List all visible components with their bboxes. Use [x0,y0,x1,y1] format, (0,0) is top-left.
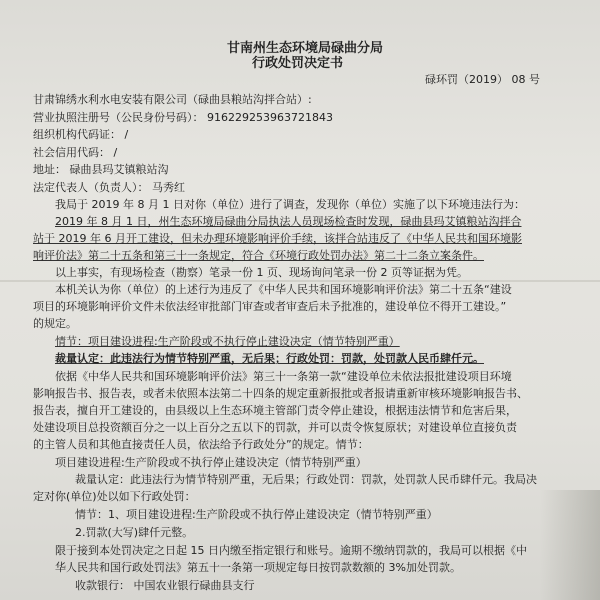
investigation-paragraph: 我局于 2019 年 8 月 1 日对你（单位）进行了调查，发现你（单位）实施了以下环境违法行为： [55,198,525,211]
discretion-line: 裁量认定：此违法行为情节特别严重，无后果；行政处罚：罚款，处罚款人民币肆仟元。 [55,352,484,365]
corner-shadow [540,490,600,600]
credit-code: 社会信用代码： / [33,146,118,159]
finding-line-3: 的规定。 [33,317,77,330]
penalty-item-2: 2.罚款(大写)肆仟元整。 [75,526,194,539]
discretion-line-2b: 定对你(单位)处以如下行政处罚： [33,490,196,503]
violation-line-2: 站于 2019 年 6 月开工建设，但未办理环境影响评价手续，该拌合站违反了《中华人民共和国环境影 [33,232,522,245]
bank-line: 收款银行： 中国农业银行碌曲县支行 [75,579,255,592]
discretion-line-2a: 裁量认定：此违法行为情节特别严重，无后果；行政处罚：罚款，处罚款人民币肆仟元。我局决 [75,473,537,486]
party-address: 地址： 碌曲县玛艾镇粮站沟 [33,163,169,176]
construction-progress: 项目建设进程:生产阶段或不执行停止建设决定（情节特别严重） [55,456,367,469]
license-number: 营业执照注册号（公民身份号码）： 916229253963721843 [33,111,333,124]
payment-line-1: 限于接到本处罚决定之日起 15 日内缴至指定银行和账号。逾期不缴纳罚款的，我局可以根据《中 [55,544,527,557]
party-name: 甘肃锦绣水利水电安装有限公司（碌曲县粮站沟拌合站）: [33,93,312,106]
legal-basis-line-4: 处建设项目总投资额百分之一以上百分之五以下的罚款，并可以责令恢复原状；对建设单位直接负责 [33,421,517,434]
finding-line-2: 项目的环境影响评价文件未依法经审批部门审查或者审查后未予批准的，建设单位不得开工建设。” [33,300,507,313]
document-title: 行政处罚决定书 [252,56,344,71]
violation-line-3: 响评价法》第二十五条和第三十一条规定，符合《环境行政处罚办法》第二十二条立案条件。 [33,249,484,262]
agency-title: 甘南州生态环境局碌曲分局 [227,41,384,56]
legal-basis-line-3: 报告表，擅自开工建设的，由县级以上生态环境主管部门责令停止建设，根据违法情节和危害后果， [33,404,517,417]
paper-fold [0,280,600,282]
circumstance-line: 情节：项目建设进程:生产阶段或不执行停止建设决定（情节特别严重） [55,335,400,348]
payment-line-2: 华人民共和国行政处罚法》第五十一条第一项规定每日按罚款数额的 3%加处罚款。 [55,561,461,574]
penalty-item-1: 情节：1、项目建设进程:生产阶段或不执行停止建设决定（情节特别严重） [75,508,438,521]
legal-representative: 法定代表人（负责人）： 马秀红 [33,181,185,194]
legal-basis-line-1: 依据《中华人民共和国环境影响评价法》第三十一条第一款“建设单位未依法报批建设项目环境 [55,370,512,383]
org-code: 组织机构代码证： / [33,128,129,141]
legal-basis-line-5: 的主管人员和其他直接责任人员，依法给予行政处分”的规定。情节： [33,438,369,451]
document-number: 碌环罚（2019） 08 号 [425,73,540,86]
legal-basis-line-2: 影响报告书、报告表，或者未依照本法第二十四条的规定重新报批或者报请重新审核环境影响报告书、 [33,387,528,400]
violation-line-1: 2019 年 8 月 1 日，州生态环境局碌曲分局执法人员现场检查时发现，碌曲县玛艾镇粮站沟拌合 [55,215,522,228]
finding-line-1: 本机关认为你（单位）的上述行为违反了《中华人民共和国环境影响评价法》第二十五条“建设 [55,283,512,296]
evidence-paragraph: 以上事实，有现场检查（勘察）笔录一份 1 页、现场询问笔录一份 2 页等证据为凭。 [55,266,468,279]
